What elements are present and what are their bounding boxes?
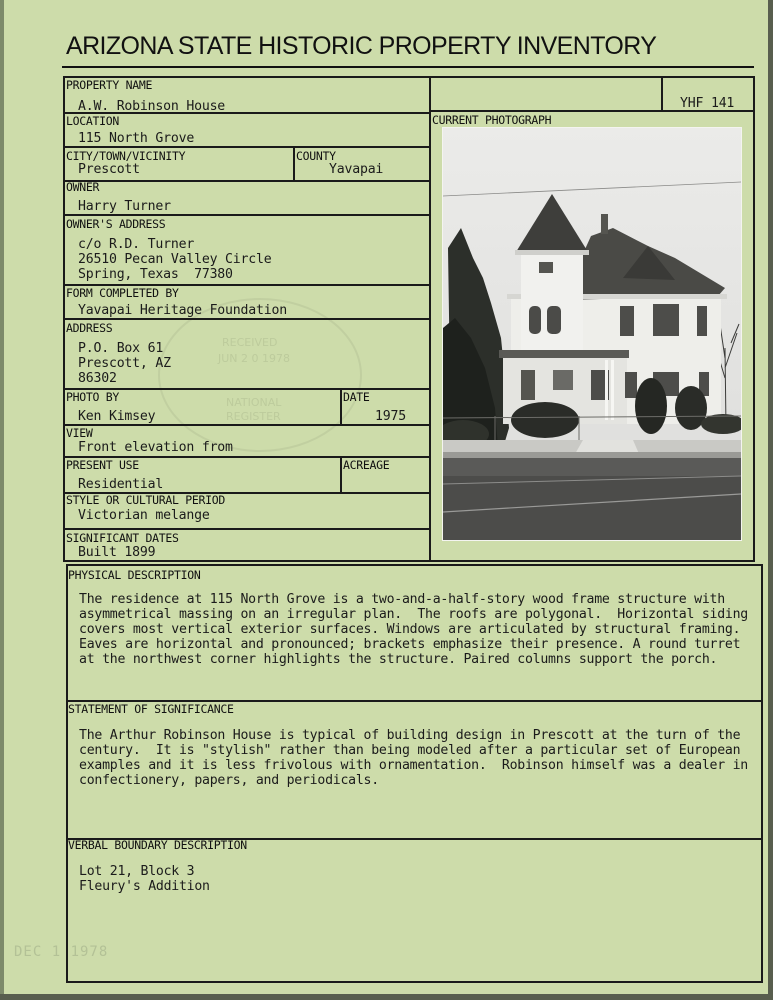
style-value: Victorian melange bbox=[78, 508, 210, 523]
row-rule bbox=[63, 528, 431, 530]
address-line: 86302 bbox=[78, 371, 117, 386]
physical-description-line: covers most vertical exterior surfaces. Windows are articulated by structural framing. bbox=[79, 622, 741, 637]
page-edge bbox=[0, 994, 773, 1000]
location-label: LOCATION bbox=[66, 114, 119, 128]
row-rule bbox=[63, 180, 431, 182]
stamp-text: JUN 2 0 1978 bbox=[218, 352, 291, 365]
page-edge bbox=[768, 0, 773, 1000]
owner-address-line: 26510 Pecan Valley Circle bbox=[78, 252, 272, 267]
stamp-text: REGISTER bbox=[226, 410, 281, 423]
survey-number: YHF 141 bbox=[680, 96, 735, 111]
view-value: Front elevation from bbox=[78, 440, 233, 455]
form-completed-by-label: FORM COMPLETED BY bbox=[66, 286, 179, 300]
property-name-value: A.W. Robinson House bbox=[78, 99, 226, 114]
survey-number-divider bbox=[661, 76, 663, 111]
owner-address-line: Spring, Texas 77380 bbox=[78, 267, 233, 282]
form-title: ARIZONA STATE HISTORIC PROPERTY INVENTORY bbox=[66, 32, 657, 60]
view-label: VIEW bbox=[66, 426, 93, 440]
owner-address-label: OWNER'S ADDRESS bbox=[66, 217, 166, 231]
city-value: Prescott bbox=[78, 162, 140, 177]
title-rule bbox=[62, 66, 754, 68]
cell-divider bbox=[340, 456, 342, 493]
significance-line: century. It is "stylish" rather than being modeled after a particular set of European bbox=[79, 743, 741, 758]
house-photo bbox=[443, 128, 741, 540]
date-label: DATE bbox=[343, 390, 370, 404]
date-value: 1975 bbox=[375, 409, 406, 424]
photo-by-value: Ken Kimsey bbox=[78, 409, 156, 424]
style-label: STYLE OR CULTURAL PERIOD bbox=[66, 493, 225, 507]
cell-divider bbox=[340, 388, 342, 425]
physical-description-label: PHYSICAL DESCRIPTION bbox=[68, 568, 201, 582]
owner-value: Harry Turner bbox=[78, 199, 171, 214]
form-completed-by-value: Yavapai Heritage Foundation bbox=[78, 303, 287, 318]
physical-description-line: asymmetrical massing on an irregular plan. The roofs are polygonal. Horizontal siding bbox=[79, 607, 748, 622]
significance-label: STATEMENT OF SIGNIFICANCE bbox=[68, 702, 234, 716]
boundary-label: VERBAL BOUNDARY DESCRIPTION bbox=[68, 838, 247, 852]
photo-by-label: PHOTO BY bbox=[66, 390, 119, 404]
boundary-line: Fleury's Addition bbox=[79, 879, 210, 894]
owner-label: OWNER bbox=[66, 180, 100, 194]
stamp-text: NATIONAL bbox=[226, 396, 282, 409]
location-value: 115 North Grove bbox=[78, 131, 195, 146]
county-label: COUNTY bbox=[296, 149, 336, 163]
physical-description-line: Eaves are horizontal and pronounced; brackets emphasize their presence. A round turret bbox=[79, 637, 741, 652]
significant-dates-value: Built 1899 bbox=[78, 545, 156, 560]
significance-line: The Arthur Robinson House is typical of building design in Prescott at the turn of the bbox=[79, 728, 741, 743]
cell-divider bbox=[293, 146, 295, 181]
significance-line: confectionery, papers, and periodicals. bbox=[79, 773, 379, 788]
address-line: Prescott, AZ bbox=[78, 356, 171, 371]
page-edge bbox=[0, 0, 4, 1000]
current-photograph bbox=[442, 127, 742, 541]
property-name-label: PROPERTY NAME bbox=[66, 78, 153, 92]
significant-dates-label: SIGNIFICANT DATES bbox=[66, 531, 179, 545]
address-line: P.O. Box 61 bbox=[78, 341, 164, 356]
date-stamp: DEC 1 1978 bbox=[14, 944, 109, 960]
present-use-label: PRESENT USE bbox=[66, 458, 139, 472]
physical-description-line: at the northwest corner highlights the structure. Paired columns support the porch. bbox=[79, 652, 718, 667]
stamp-text: RECEIVED bbox=[222, 336, 278, 349]
present-use-value: Residential bbox=[78, 477, 164, 492]
boundary-line: Lot 21, Block 3 bbox=[79, 864, 195, 879]
address-label: ADDRESS bbox=[66, 321, 113, 335]
owner-address-line: c/o R.D. Turner bbox=[78, 237, 195, 252]
county-value: Yavapai bbox=[329, 162, 384, 177]
significance-line: examples and it is less frivolous with ornamentation. Robinson himself was a dealer in bbox=[79, 758, 748, 773]
city-label: CITY/TOWN/VICINITY bbox=[66, 149, 186, 163]
acreage-label: ACREAGE bbox=[343, 458, 390, 472]
current-photograph-label: CURRENT PHOTOGRAPH bbox=[432, 113, 552, 127]
physical-description-line: The residence at 115 North Grove is a two-and-a-half-story wood frame structure with bbox=[79, 592, 725, 607]
